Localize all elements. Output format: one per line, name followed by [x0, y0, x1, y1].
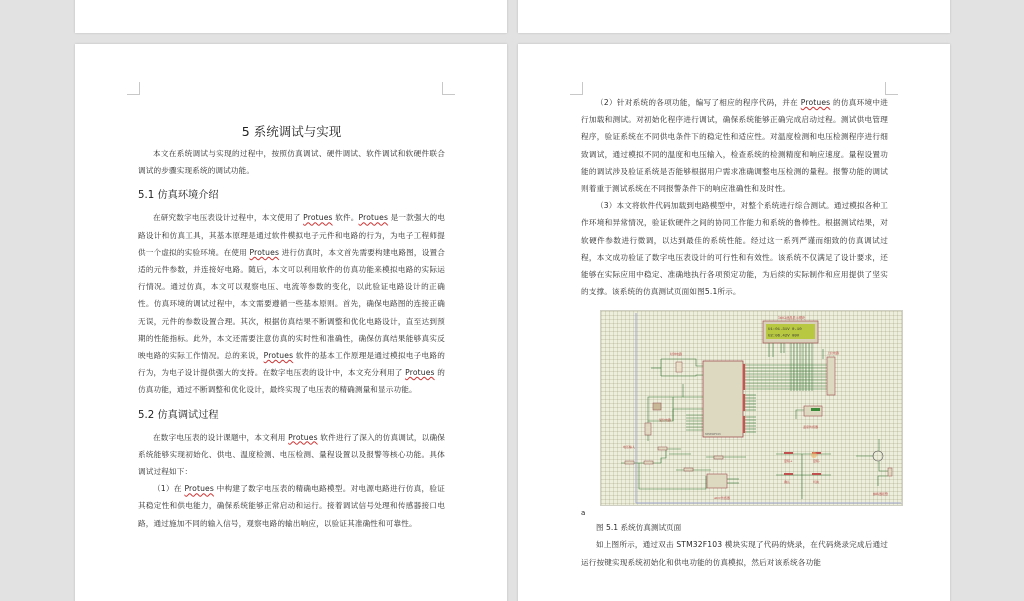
lcd-title: 1602液晶显示模块 — [778, 316, 806, 321]
lcd-line-1: U1:01.31V 0-10 — [768, 328, 802, 333]
section-heading-5-1: 5.1 仿真环境介绍 — [138, 190, 219, 202]
spellcheck-word: Protues — [263, 351, 294, 361]
spellcheck-word: Protues — [358, 213, 389, 223]
button-label: 量程- — [813, 459, 821, 464]
button-label: 切换 — [813, 480, 820, 485]
reset-label: 复位电路 — [659, 418, 672, 423]
section-heading-5-2: 5.2 仿真调试过程 — [138, 409, 219, 421]
voltage-input-label: 电压输入 — [623, 445, 636, 450]
closing-paragraph: 如上图所示，通过双击 STM32F103 模块实现了代码的烧录，在代码烧录完成后通过运行按键实现系统初始化和供电功能的仿真模拟，然后对该系统各功能 — [581, 540, 888, 567]
page-body — [581, 94, 888, 571]
spellcheck-word: Protues — [288, 432, 318, 442]
buzzer-label: 蜂鸣器报警 — [873, 492, 889, 497]
temp-sensor-label: 温度传感器 — [803, 425, 819, 430]
document-page-right — [518, 44, 950, 601]
spellcheck-word: Protues — [249, 247, 280, 257]
previous-page-right — [518, 0, 950, 33]
previous-page-left — [75, 0, 507, 33]
spellcheck-word: Protues — [303, 213, 333, 223]
figure-caption: 图 5.1 系统仿真测试页面 — [596, 523, 682, 533]
section-5-1-paragraph: 在研究数字电压表设计过程中，本文使用了 Protues 软件。Protues 是一款强大的电路设计和仿真工具，其基本原理是通过软件模拟电子元件和电路的行为，为电子工程师提供一个虚拟的实验环境。在使用 Protues 进行仿真时，本文首先需要构建电路图，设置合适的元件参数，并连接好电路。随后，本文可以利用软件的仿真功能来模拟电路的实际运行情况。通过仿真，本文可以观察电压、电流等参数的变化，以此验证电路设计的正确性。仿真环境的调试过程中，本文需要遵循一些基本原则。首先，确保电路图的连接正确无误，元件的参数设置合理。其次，根据仿真结果不断调整和优化电路设计，直至达到预期的性能指标。此外，本文还需要注意仿真的实时性和准确性，确保仿真结果能够真实反映电路的实际工作情况。总的来说，Protues 软件的基本工作原理是通过模拟电子电路的行为，为电子设计提供强大的支持。在数字电压表的设计中，本文充分利用了 Protues 的仿真功能，通过不断调整和优化设计，最终实现了电压表的精确测量和显示功能。 — [138, 213, 445, 395]
mcu-label: STM32F103 — [705, 433, 721, 437]
circuit-schematic — [601, 311, 904, 507]
lcd-line-2: U2:06.42V 09V — [768, 334, 800, 339]
margin-corner-mark — [442, 82, 455, 95]
figure-marker: a — [581, 509, 586, 518]
step-2-paragraph: （2）针对系统的各项功能，编写了相应的程序代码，并在 Protues 的仿真环境中进行加载和测试。对初始化程序进行调试，确保系统能够正确完成启动过程。测试供电管理程序，验证系统在不同供电条件下的稳定性和适应性。对温度检测和电压检测程序进行细致调试，通过模拟不同的温度和电压输入，检查系统的检测精度和响应速度。量程设置功能的调试涉及验证系统是否能够根据用户需求准确调整电压检测的量程。报警功能的调试则着重于测试系统在不同报警条件下的响应准确性和及时性。 — [581, 98, 888, 194]
button-label: 确认 — [784, 480, 791, 485]
button-label: 量程+ — [784, 459, 793, 464]
margin-corner-mark — [127, 82, 140, 95]
section-5-2-paragraph: 在数字电压表的设计课题中，本文利用 Protues 软件进行了深入的仿真调试，以确保系统能够实现初始化、供电、温度检测、电压检测、量程设置以及报警等核心功能。具体调试过程如下： — [138, 432, 445, 477]
chapter-intro: 本文在系统调试与实现的过程中，按照仿真调试、硬件调试、软件调试和软硬件联合调试的步骤实现系统的调试功能。 — [138, 149, 445, 176]
spellcheck-word: Protues — [800, 98, 831, 107]
document-page-left — [75, 44, 507, 601]
adc-label: ADC传感器 — [714, 496, 730, 501]
step-1-paragraph: （1）在 Protues 中构建了数字电压表的精确电路模型。对电源电路进行仿真，验证其稳定性和供电能力，确保系统能够正常启动和运行。接着调试信号处理和传感器接口电路，通过施加不同的输入信号，观察电路的输出响应，以验证其准确性和可靠性。 — [138, 484, 445, 528]
page-body — [138, 122, 445, 532]
pullup-label: 上拉电路 — [827, 351, 840, 356]
spellcheck-word: Protues — [184, 484, 214, 494]
chapter-title: 5 系统调试与实现 — [241, 124, 342, 139]
crystal-label: 时钟电路 — [670, 352, 683, 357]
step-3-paragraph: （3）本文将软件代码加载到电路模型中，对整个系统进行综合测试。通过模拟各种工作环境和异常情况，验证软硬件之间的协同工作能力和系统的鲁棒性。根据测试结果，对软硬件参数进行微调，以达到最佳的系统性能。经过这一系列严谨而细致的仿真调试过程，本文成功验证了数字电压表设计的可行性和有效性。该系统不仅满足了设计要求，还能够在实际应用中稳定、准确地执行各项预定功能，为后续的实际制作和应用提供了坚实的支撑。该系统的仿真测试页面如图5.1所示。 — [581, 201, 888, 297]
simulation-schematic-figure — [600, 310, 903, 506]
spellcheck-word: Protues — [405, 368, 435, 378]
